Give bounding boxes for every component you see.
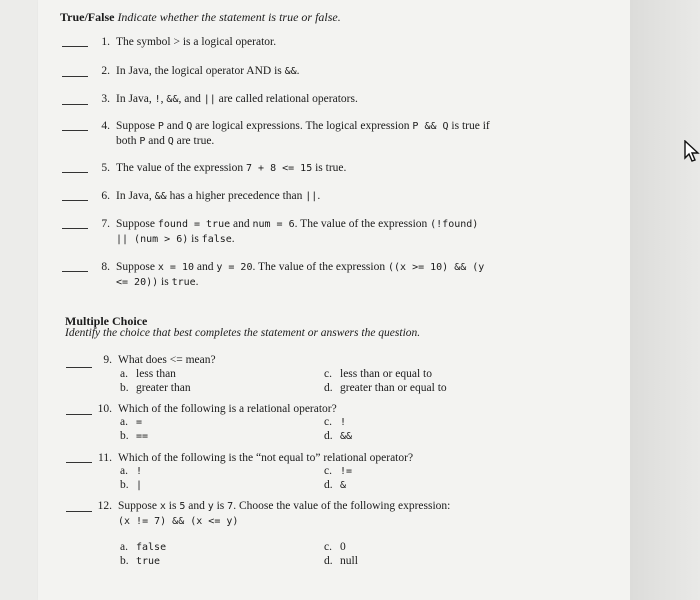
section-title-multiple-choice: Multiple Choice [65,314,148,328]
choice-b: b. greater than [120,382,191,394]
question-12: 12. Suppose x is 5 and y is 7. Choose the value of the following expression: (x != 7) && (x <= y) [97,500,451,527]
question-2: 2. In Java, the logical operator AND is &&. [101,65,300,77]
background-edge [630,0,700,600]
answer-blank[interactable] [62,200,88,201]
choice-d: d. greater than or equal to [324,382,447,394]
choice-d: d. & [324,479,347,491]
answer-blank[interactable] [62,46,88,47]
choice-a: a. ! [120,465,143,477]
choice-a: a. = [120,416,143,428]
choice-c: c. ! [324,416,347,428]
question-11: 11. Which of the following is the “not equal to” relational operator? [98,452,414,464]
answer-blank[interactable] [62,172,88,173]
choice-c: c. less than or equal to [324,368,432,380]
question-3: 3. In Java, !, &&, and || are called relational operators. [101,93,358,105]
choice-b: b. | [120,479,143,491]
choice-b: b. true [120,555,161,567]
choice-d: d. && [324,430,353,442]
answer-blank[interactable] [62,228,88,229]
question-1: 1. The symbol > is a logical operator. [101,36,277,48]
section-instructions: Identify the choice that best completes the statement or answers the question. [65,327,421,339]
answer-blank[interactable] [62,104,88,105]
choice-a: a. less than [120,368,176,380]
choice-d: d. null [324,555,358,567]
choice-a: a. false [120,541,167,553]
question-8: 8. Suppose x = 10 and y = 20. The value of the expression ((x >= 10) && (y <= 20)) is true. [101,261,485,288]
question-4: 4. Suppose P and Q are logical expressions. The logical expression P && Q is true if both P and Q are true. [101,120,490,147]
question-6: 6. In Java, && has a higher precedence than ||. [101,190,321,202]
answer-blank[interactable] [62,130,88,131]
answer-blank[interactable] [66,414,92,415]
question-7: 7. Suppose found = true and num = 6. The value of the expression (!found) || (num > 6) is false. [101,218,479,245]
answer-blank[interactable] [66,511,92,512]
answer-blank[interactable] [62,271,88,272]
question-10: 10. Which of the following is a relational operator? [97,403,337,415]
answer-blank[interactable] [66,367,92,368]
answer-blank[interactable] [66,462,92,463]
answer-blank[interactable] [62,76,88,77]
question-9: 9. What does <= mean? [103,354,216,366]
section-title-true-false: True/False Indicate whether the statement is true or false. [60,10,341,24]
choice-c: c. != [324,465,353,477]
choice-c: c. 0 [324,541,346,553]
question-5: 5. The value of the expression 7 + 8 <= 15 is true. [101,162,347,174]
choice-b: b. == [120,430,149,442]
